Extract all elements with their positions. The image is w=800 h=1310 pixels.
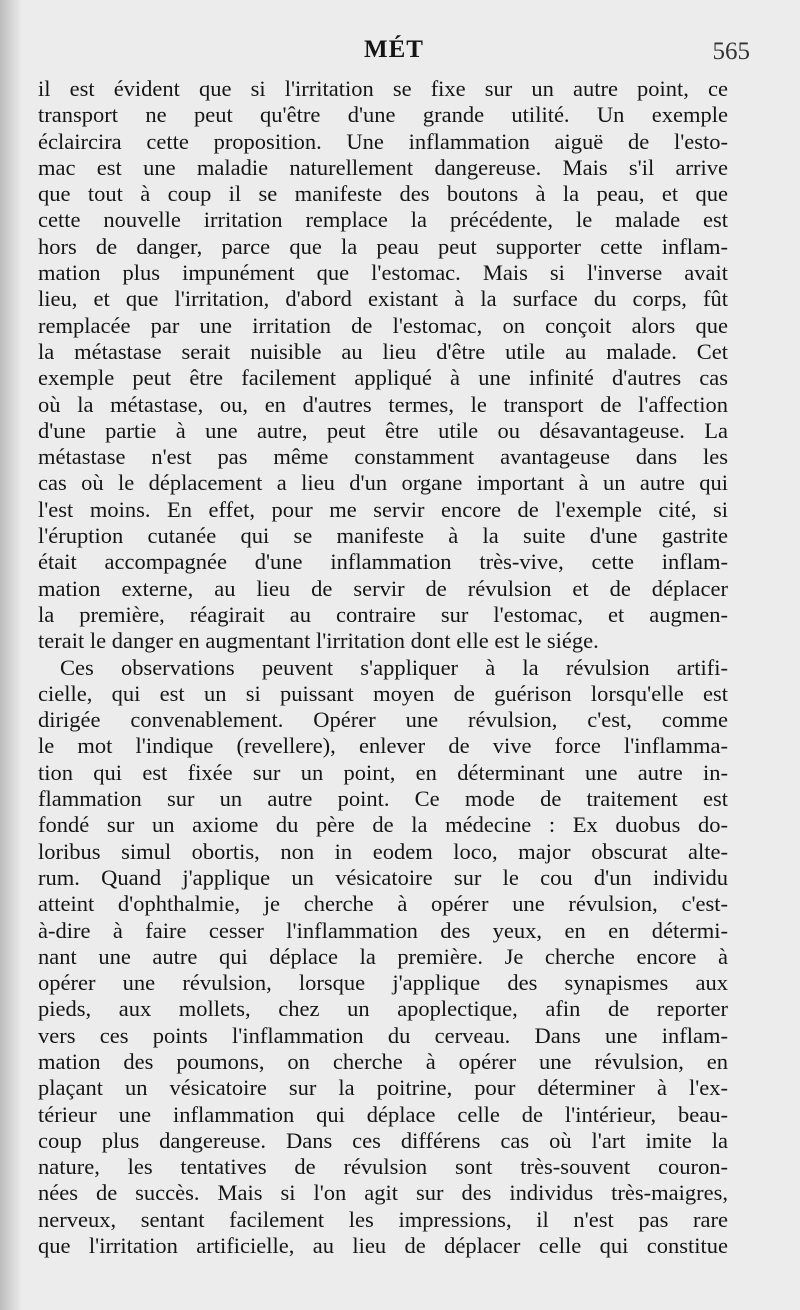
text-line: nerveux, sentant facilement les impressions, il n'est pas rare	[38, 1206, 728, 1232]
text-line: nature, les tentatives de révulsion sont très-souvent couron-	[38, 1154, 728, 1180]
text-line: mac est une maladie naturellement dangereuse. Mais s'il arrive	[38, 154, 728, 180]
text-line: plaçant un vésicatoire sur la poitrine, pour déterminer à l'ex-	[38, 1075, 728, 1101]
text-line: lieu, et que l'irritation, d'abord existant à la surface du corps, fût	[38, 286, 728, 312]
text-line: éclaircira cette proposition. Une inflammation aiguë de l'esto-	[38, 128, 728, 154]
text-line: tion qui est fixée sur un point, en déterminant une autre in-	[38, 759, 728, 785]
text-line: coup plus dangereuse. Dans ces différens cas où l'art imite la	[38, 1127, 728, 1153]
text-line: vers ces points l'inflammation du cerveau. Dans une inflam-	[38, 1022, 728, 1048]
text-line: il est évident que si l'irritation se fixe sur un autre point, ce	[38, 76, 728, 101]
text-line: cas où le déplacement a lieu d'un organe important à un autre qui	[38, 470, 728, 496]
text-line: opérer une révulsion, lorsque j'applique des synapismes aux	[38, 970, 728, 996]
text-line: dirigée convenablement. Opérer une révulsion, c'est, comme	[38, 707, 728, 733]
text-line: transport ne peut qu'être d'une grande utilité. Un exemple	[38, 102, 728, 128]
text-line: la métastase serait nuisible au lieu d'être utile au malade. Cet	[38, 338, 728, 364]
text-line: nant une autre qui déplace la première. Je cherche encore à	[38, 943, 728, 969]
text-line: était accompagnée d'une inflammation très-vive, cette inflam-	[38, 549, 728, 575]
body-text	[38, 76, 728, 1259]
text-line: que tout à coup il se manifeste des boutons à la peau, et que	[38, 181, 728, 207]
page-number: 565	[712, 38, 750, 65]
text-line: Ces observations peuvent s'appliquer à la révulsion artifi-	[60, 654, 728, 680]
text-line: l'est moins. En effet, pour me servir encore de l'exemple cité, si	[38, 496, 728, 522]
running-head: MÉT	[364, 36, 424, 63]
page-header	[38, 32, 750, 68]
text-line: où la métastase, ou, en d'autres termes, le transport de l'affection	[38, 391, 728, 417]
text-line: térieur une inflammation qui déplace celle de l'intérieur, beau-	[38, 1101, 728, 1127]
text-line: fondé sur un axiome du père de la médecine : Ex duobus do-	[38, 812, 728, 838]
text-line: remplacée par une irritation de l'estomac, on conçoit alors que	[38, 312, 728, 338]
text-line: cielle, qui est un si puissant moyen de guérison lorsqu'elle est	[38, 680, 728, 706]
text-line: mation plus impunément que l'estomac. Mais si l'inverse avait	[38, 260, 728, 286]
text-line: le mot l'indique (revellere), enlever de vive force l'inflamma-	[38, 733, 728, 759]
text-line: la première, réagirait au contraire sur l'estomac, et augmen-	[38, 601, 728, 627]
text-line: flammation sur un autre point. Ce mode de traitement est	[38, 786, 728, 812]
text-line: à-dire à faire cesser l'inflammation des yeux, en en détermi-	[38, 917, 728, 943]
text-line: pieds, aux mollets, chez un apoplectique, afin de reporter	[38, 996, 728, 1022]
text-line: d'une partie à une autre, peut être utile ou désavantageuse. La	[38, 417, 728, 443]
text-line: loribus simul obortis, non in eodem loco, major obscurat alte-	[38, 838, 728, 864]
text-line: terait le danger en augmentant l'irritation dont elle est le siége.	[38, 628, 599, 654]
text-line: cette nouvelle irritation remplace la précédente, le malade est	[38, 207, 728, 233]
text-line: exemple peut être facilement appliqué à une infinité d'autres cas	[38, 365, 728, 391]
text-line: atteint d'ophthalmie, je cherche à opérer une révulsion, c'est-	[38, 891, 728, 917]
text-line: rum. Quand j'applique un vésicatoire sur le cou d'un individu	[38, 864, 728, 890]
text-line: mation externe, au lieu de servir de révulsion et de déplacer	[38, 575, 728, 601]
text-line: l'éruption cutanée qui se manifeste à la suite d'une gastrite	[38, 523, 728, 549]
text-line: métastase n'est pas même constamment avantageuse dans les	[38, 444, 728, 470]
text-line: hors de danger, parce que la peau peut supporter cette inflam-	[38, 233, 728, 259]
text-line: mation des poumons, on cherche à opérer une révulsion, en	[38, 1048, 728, 1074]
text-line: nées de succès. Mais si l'on agit sur des individus très-maigres,	[38, 1180, 728, 1206]
text-line: que l'irritation artificielle, au lieu de déplacer celle qui constitue	[38, 1233, 728, 1259]
binding-shadow	[0, 0, 22, 1310]
